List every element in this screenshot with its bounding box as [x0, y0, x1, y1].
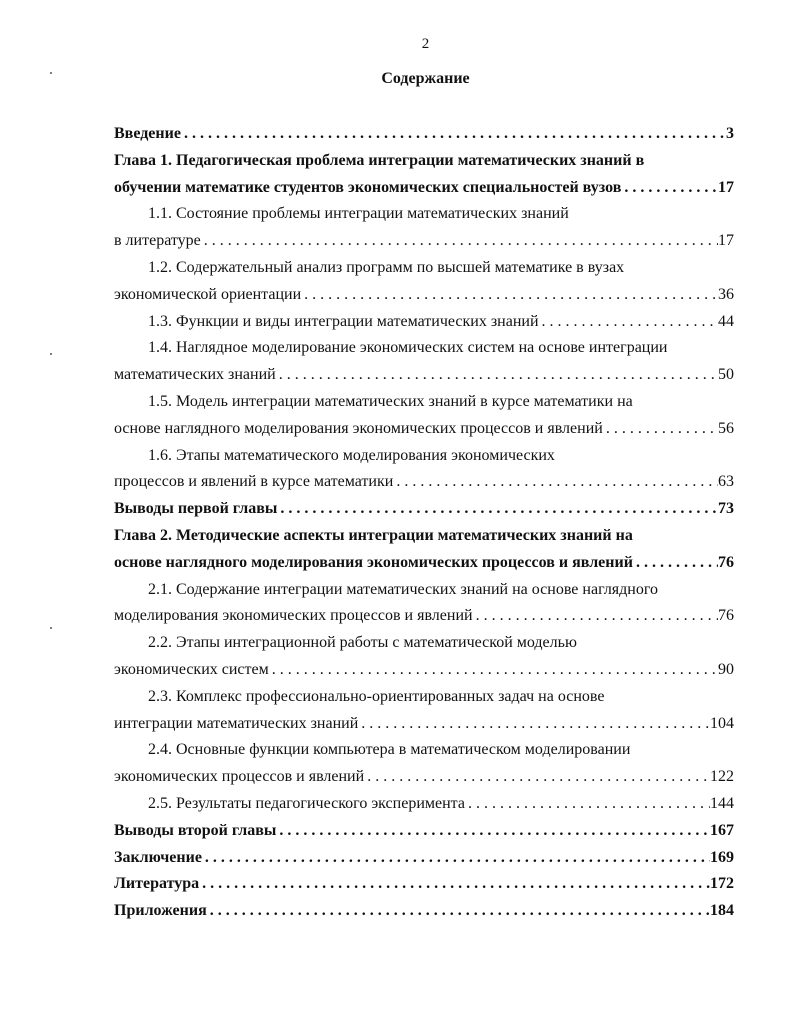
toc-entry-page: 184 — [710, 902, 734, 920]
toc-entry-title: экономических процессов и явлений — [114, 768, 365, 786]
toc-entry-2-2-line-2[interactable] — [114, 657, 734, 684]
dot-leader — [301, 282, 718, 309]
toc-entry-chapter-1-line-2[interactable] — [114, 175, 734, 202]
toc-entry-title: 2.5. Результаты педагогического эксперимента — [148, 794, 465, 812]
toc-entry-references[interactable] — [114, 871, 734, 898]
scan-speck — [50, 353, 52, 355]
toc-entry-page: 144 — [710, 794, 734, 812]
dot-leader — [199, 871, 710, 898]
toc-entry-1-6-line-1[interactable]: 1.6. Этапы математического моделирования экономических — [148, 446, 555, 464]
toc-entry-page: 50 — [718, 366, 734, 384]
toc-entry-title: основе наглядного моделирования экономических процессов и явлений — [114, 419, 603, 437]
scan-speck — [50, 627, 52, 629]
toc-entry-page: 3 — [726, 125, 734, 142]
toc-entry-1-4-line-2[interactable] — [114, 362, 734, 389]
page-number: 2 — [421, 36, 430, 52]
toc-entry-2-3-line-1[interactable]: 2.3. Комплекс профессионально-ориентированных задач на основе — [148, 687, 605, 705]
toc-entry-1-5-line-1[interactable]: 1.5. Модель интеграции математических знаний в курсе математики на — [148, 392, 633, 410]
toc-entry-title: Литература — [114, 875, 200, 893]
toc-entry-title: Приложения — [114, 902, 207, 920]
dot-leader — [473, 603, 718, 630]
toc-entry-title: Заключение — [114, 848, 202, 866]
toc-entry-chapter-1-line-1[interactable]: Глава 1. Педагогическая проблема интеграции математических знаний в — [114, 151, 645, 169]
toc-entry-title: Введение — [114, 125, 181, 142]
toc-entry-conclusions-chapter-2[interactable] — [114, 818, 734, 845]
toc-entry-1-1-line-1[interactable]: 1.1. Состояние проблемы интеграции математических знаний — [148, 205, 569, 223]
dot-leader — [276, 362, 718, 389]
toc-entry-conclusions-chapter-1[interactable] — [114, 496, 734, 523]
toc-entry-title: экономических систем — [114, 660, 269, 678]
toc-entry-chapter-2-line-1[interactable]: Глава 2. Методические аспекты интеграции математических знаний на — [114, 526, 633, 544]
toc-entry-1-1-line-2[interactable] — [114, 228, 734, 255]
toc-entry-page: 63 — [718, 473, 734, 491]
toc-entry-1-4-line-1[interactable]: 1.4. Наглядное моделирование экономических систем на основе интеграции — [148, 339, 668, 357]
toc-entry-page: 73 — [718, 500, 734, 518]
dot-leader — [277, 496, 718, 523]
toc-entry-2-3-line-2[interactable] — [114, 711, 734, 738]
toc-entry-title: основе наглядного моделирования экономических процессов и явлений — [114, 553, 633, 571]
toc-entry-title: математических знаний — [114, 366, 276, 384]
toc-entry-page: 56 — [718, 419, 734, 437]
toc-entry-1-2-line-2[interactable] — [114, 282, 734, 309]
toc-entry-2-4-line-1[interactable]: 2.4. Основные функции компьютера в математическом моделировании — [148, 741, 631, 759]
toc-entry-1-6-line-2[interactable] — [114, 469, 734, 496]
toc-entry-page: 104 — [710, 714, 734, 732]
toc-entry-page: 76 — [718, 553, 734, 571]
table-of-contents — [114, 121, 734, 925]
toc-entry-title: процессов и явлений в курсе математики — [114, 473, 394, 491]
toc-entry-page: 172 — [710, 875, 734, 893]
toc-entry-page: 17 — [718, 178, 734, 196]
dot-leader — [201, 228, 718, 255]
toc-entry-page: 122 — [710, 768, 734, 786]
dot-leader — [181, 121, 726, 148]
toc-entry-1-2-line-1[interactable]: 1.2. Содержательный анализ программ по высшей математике в вузах — [148, 258, 625, 276]
dot-leader — [633, 550, 718, 577]
toc-entry-2-4-line-2[interactable] — [114, 764, 734, 791]
toc-entry-title: Выводы второй главы — [114, 821, 277, 839]
page-title: Содержание — [381, 70, 470, 87]
toc-entry-conclusion[interactable] — [114, 845, 734, 872]
toc-entry-2-5[interactable] — [114, 791, 734, 818]
toc-entry-title: Выводы первой главы — [114, 500, 278, 518]
dot-leader — [539, 309, 718, 336]
dot-leader — [393, 469, 718, 496]
toc-entry-page: 36 — [718, 285, 734, 303]
toc-entry-title: в литературе — [114, 232, 201, 250]
toc-entry-title: интеграции математических знаний — [114, 714, 359, 732]
toc-entry-chapter-2-line-2[interactable] — [114, 550, 734, 577]
toc-entry-page: 90 — [718, 660, 734, 678]
toc-entry-title: 1.3. Функции и виды интеграции математических знаний — [148, 312, 539, 330]
toc-entry-page: 17 — [718, 232, 734, 250]
dot-leader — [465, 791, 710, 818]
dot-leader — [358, 711, 710, 738]
toc-entry-2-1-line-1[interactable]: 2.1. Содержание интеграции математических знаний на основе наглядного — [148, 580, 659, 598]
dot-leader — [202, 845, 710, 872]
dot-leader — [621, 175, 718, 202]
toc-entry-1-3[interactable] — [114, 309, 734, 336]
dot-leader — [207, 898, 710, 925]
scan-speck — [50, 72, 52, 74]
toc-entry-introduction[interactable] — [114, 121, 734, 148]
toc-entry-title: экономической ориентации — [114, 285, 302, 303]
dot-leader — [276, 818, 710, 845]
dot-leader — [364, 764, 710, 791]
toc-entry-page: 169 — [710, 848, 734, 866]
dot-leader — [603, 416, 718, 443]
toc-entry-page: 76 — [718, 607, 734, 625]
toc-entry-page: 167 — [710, 821, 734, 839]
toc-entry-1-5-line-2[interactable] — [114, 416, 734, 443]
toc-entry-title: обучении математике студентов экономических специальностей вузов — [114, 178, 622, 196]
toc-entry-title: моделирования экономических процессов и явлений — [114, 607, 473, 625]
toc-entry-page: 44 — [718, 312, 734, 330]
toc-entry-2-1-line-2[interactable] — [114, 603, 734, 630]
dot-leader — [269, 657, 718, 684]
toc-entry-2-2-line-1[interactable]: 2.2. Этапы интеграционной работы с математической моделью — [148, 634, 577, 652]
toc-entry-appendices[interactable] — [114, 898, 734, 925]
